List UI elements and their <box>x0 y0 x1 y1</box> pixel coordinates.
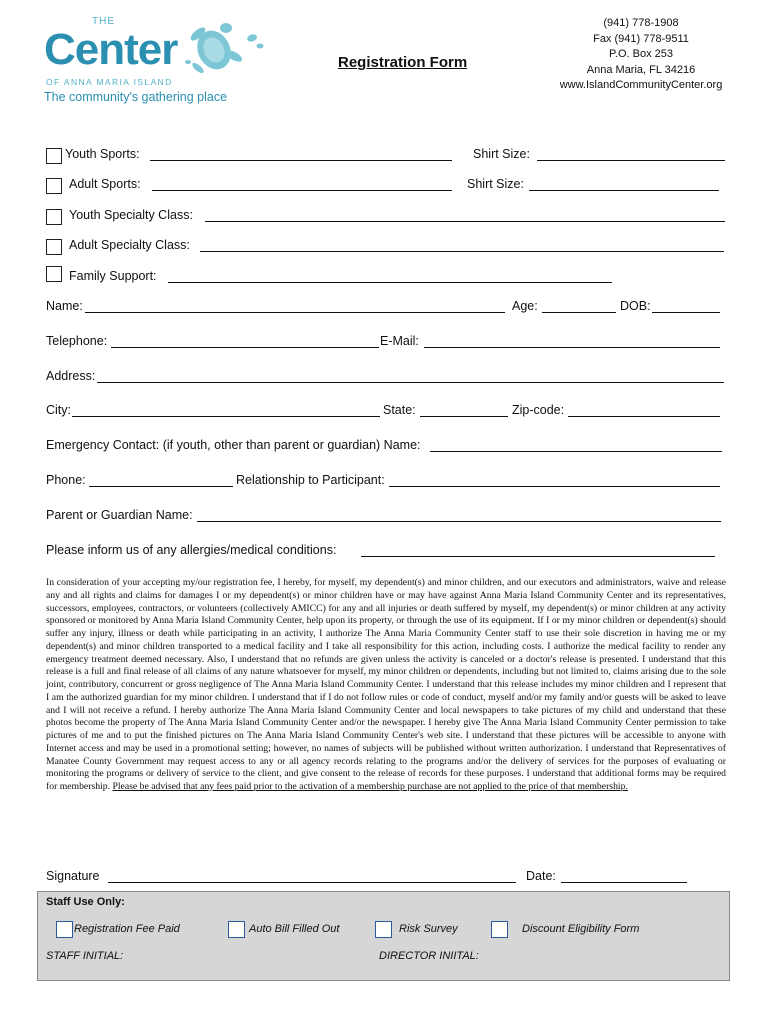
adult-sports-checkbox[interactable] <box>46 178 62 194</box>
youth-sports-label: Youth Sports: <box>65 147 140 161</box>
registration-fee-checkbox[interactable] <box>56 921 73 938</box>
age-field[interactable] <box>542 312 616 313</box>
relationship-field[interactable] <box>389 486 720 487</box>
center-logo <box>44 16 274 108</box>
release-paragraph: In consideration of your accepting my/our registration fee, I hereby, for myself, my dependent(s) and minor children, and our executors and administrators, waive and release any and all rights and claims for damages I or my dependent(s) or minor children have or may have against Anna Maria Island Community Center and its representatives, successors, employees, contractors, or volunteers (collectively AMICC) for any and all injuries or death suffered by myself, my dependent(s) or minor children at any activity sponsored or monitored by Anna Maria Island Community Center, help upon its property, or through the use of its equipment. If I or my minor children or dependent(s) should suffer any injury, illness or death while participating in an activity, I authorize The Anna Maria Community Center staff to use their sole discretion in having me or my dependent(s) and minor children transported to a medical facility and I take all responsibility for this action, including costs. I authorize the medical facility to render any emergency treatment deemed necessary. Also, I understand that no refunds are given unless the activity is canceled or a doctor's release is presented. I understand that this release is a full and final release of all claims of any nature whatsoever for myself, my minor children or dependents, including but not limited to, claims arising due to the sole joint, contributory, concurrent or gross negligence of The Anna Maria Island Community Center. I understand that this release includes my minor children and I represent that I am the authorized guardian for my minor children. I understand that if I do not follow rules or code of conduct, myself and/or my family and/or guests will be asked to leave and I will not receive a refund. I hereby authorize The Anna Maria Island Community Center and local newspapers to take pictures of my child and understand that these photos become the property of The Anna Maria Island Community Center and/or the newspaper. I hereby give The Anna Maria Island Community Center permission to take pictures of me and to put the finished pictures on The Anna Maria Island Community Center's web site. I understand that these pictures will be accessible to anyone with Internet access and may be used in a promotional setting; however, no names of subjects will be published without written authorization. I understand that Representatives of Manatee County Government may request access to any or all agency records relating to the programs and/or the delivery of services for the purposes of evaluating or monitoring the programs or delivery of service to the client, and give consent to the release of records for these purposes. I understand that additional forms may be required for membership. <box>46 577 726 792</box>
youth-sports-checkbox[interactable] <box>46 148 62 164</box>
city-label: City: <box>46 403 71 417</box>
address-field[interactable] <box>97 382 724 383</box>
contact-fax: Fax (941) 778-9511 <box>593 32 689 45</box>
contact-city: Anna Maria, FL 34216 <box>586 63 696 76</box>
allergies-label: Please inform us of any allergies/medical conditions: <box>46 543 337 557</box>
family-support-checkbox[interactable] <box>46 266 62 282</box>
youth-specialty-label: Youth Specialty Class: <box>69 208 193 222</box>
logo-the: THE <box>92 16 115 27</box>
risk-survey-checkbox[interactable] <box>375 921 392 938</box>
state-field[interactable] <box>420 416 508 417</box>
email-field[interactable] <box>424 347 720 348</box>
logo-center: Center <box>44 25 178 74</box>
auto-bill-checkbox[interactable] <box>228 921 245 938</box>
adult-specialty-checkbox[interactable] <box>46 239 62 255</box>
youth-sports-field[interactable] <box>150 160 452 161</box>
phone-field[interactable] <box>89 486 233 487</box>
youth-shirt-size-label: Shirt Size: <box>473 147 530 161</box>
logo-tagline: The community's gathering place <box>44 90 228 104</box>
risk-survey-label: Risk Survey <box>399 923 458 935</box>
contact-website: www.IslandCommunityCenter.org <box>559 79 723 91</box>
auto-bill-label: Auto Bill Filled Out <box>249 923 340 935</box>
adult-specialty-label: Adult Specialty Class: <box>69 238 190 252</box>
city-field[interactable] <box>72 416 380 417</box>
youth-shirt-size-field[interactable] <box>537 160 725 161</box>
discount-eligibility-label: Discount Eligibility Form <box>522 923 640 935</box>
contact-phone: (941) 778-1908 <box>603 17 679 29</box>
phone-label: Phone: <box>46 473 86 487</box>
dob-field[interactable] <box>652 312 720 313</box>
staff-initial-label: STAFF INITIAL: <box>46 950 124 962</box>
contact-po-box: P.O. Box 253 <box>608 48 673 60</box>
discount-eligibility-checkbox[interactable] <box>491 921 508 938</box>
guardian-name-label: Parent or Guardian Name: <box>46 508 193 522</box>
dob-label: DOB: <box>620 299 651 313</box>
emergency-contact-label: Emergency Contact: (if youth, other than parent or guardian) Name: <box>46 438 421 452</box>
form-title: Registration Form <box>338 54 468 71</box>
age-label: Age: <box>512 299 538 313</box>
adult-specialty-field[interactable] <box>200 251 724 252</box>
contact-block <box>546 16 736 94</box>
telephone-field[interactable] <box>111 347 379 348</box>
adult-sports-field[interactable] <box>152 190 452 191</box>
logo-of-anna-maria-island: OF ANNA MARIA ISLAND <box>46 77 173 87</box>
telephone-label: Telephone: <box>46 334 108 348</box>
adult-sports-label: Adult Sports: <box>69 177 141 191</box>
family-support-field[interactable] <box>168 282 612 283</box>
director-initial-label: DIRECTOR INIITAL: <box>379 950 479 962</box>
turtle-icon <box>168 16 268 78</box>
relationship-label: Relationship to Participant: <box>236 473 385 487</box>
zip-label: Zip-code: <box>512 403 565 417</box>
email-label: E-Mail: <box>380 334 419 348</box>
family-support-label: Family Support: <box>69 269 157 283</box>
signature-field[interactable] <box>108 882 516 883</box>
youth-specialty-checkbox[interactable] <box>46 209 62 225</box>
zip-field[interactable] <box>568 416 720 417</box>
date-label: Date: <box>526 869 556 883</box>
state-label: State: <box>383 403 416 417</box>
adult-shirt-size-field[interactable] <box>529 190 719 191</box>
name-field[interactable] <box>85 312 505 313</box>
release-waiver-text <box>46 577 726 794</box>
adult-shirt-size-label: Shirt Size: <box>467 177 524 191</box>
staff-use-header: Staff Use Only: <box>46 896 125 908</box>
youth-specialty-field[interactable] <box>205 221 725 222</box>
allergies-field[interactable] <box>361 556 715 557</box>
emergency-contact-field[interactable] <box>430 451 722 452</box>
date-field[interactable] <box>561 882 687 883</box>
address-label: Address: <box>46 369 96 383</box>
registration-fee-label: Registration Fee Paid <box>74 923 180 935</box>
guardian-name-field[interactable] <box>197 521 721 522</box>
membership-fee-note: Please be advised that any fees paid prior to the activation of a membership purchase are not applied to the price of that membership. <box>112 781 628 792</box>
staff-use-section <box>37 891 730 981</box>
name-label: Name: <box>46 299 83 313</box>
signature-label: Signature <box>46 869 100 883</box>
